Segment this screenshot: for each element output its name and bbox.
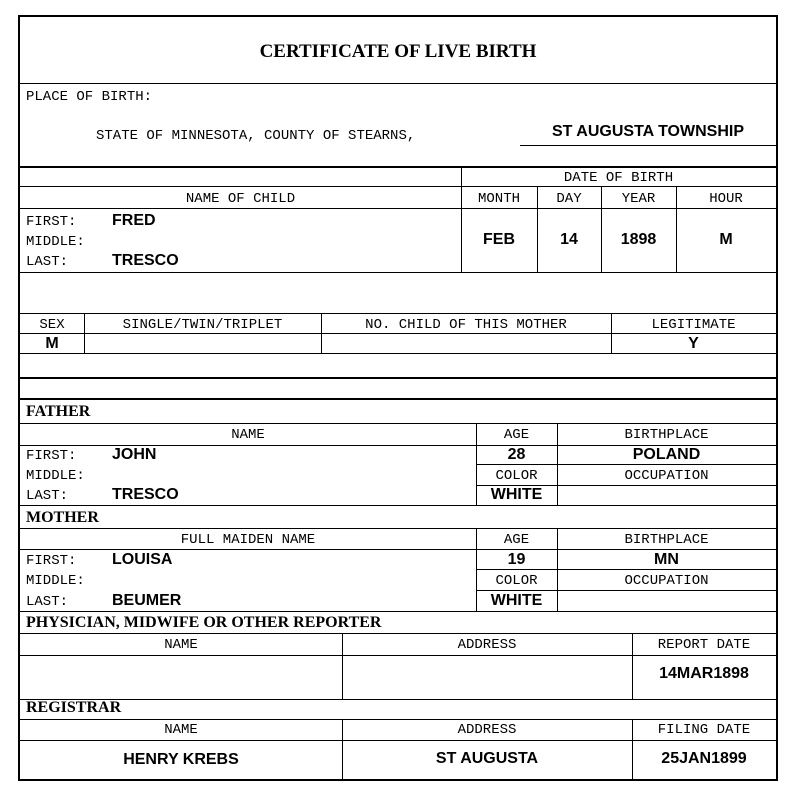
birth-day-value: 14 <box>560 231 578 248</box>
divider <box>20 549 776 550</box>
legitimate-value: Y <box>688 335 699 352</box>
sex-label: SEX <box>39 317 65 333</box>
divider <box>20 398 776 400</box>
divider <box>20 83 776 84</box>
birth-month-value: FEB <box>483 231 515 248</box>
divider <box>20 353 776 354</box>
child-last-value: TRESCO <box>112 252 179 269</box>
father-last-label: LAST: <box>26 488 69 504</box>
registrar-name-value: HENRY KREBS <box>123 751 239 768</box>
divider <box>20 719 776 720</box>
filing-date-value: 25JAN1899 <box>661 750 747 767</box>
plurality-label: SINGLE/TWIN/TRIPLET <box>122 317 283 333</box>
physician-section-label: PHYSICIAN, MIDWIFE OR OTHER REPORTER <box>26 614 382 631</box>
mother-color-label: COLOR <box>495 573 538 589</box>
mother-occupation-label: OCCUPATION <box>624 573 709 589</box>
father-age-value: 28 <box>507 446 526 463</box>
physician-address-label: ADDRESS <box>457 637 517 653</box>
child-first-value: FRED <box>112 212 156 229</box>
divider <box>20 333 776 334</box>
registrar-section-label: REGISTRAR <box>26 699 122 716</box>
certificate-title: CERTIFICATE OF LIVE BIRTH <box>259 41 537 62</box>
state-county-text: STATE OF MINNESOTA, COUNTY OF STEARNS, <box>96 128 416 144</box>
divider <box>20 505 776 506</box>
father-occupation-label: OCCUPATION <box>624 468 709 484</box>
report-date-value: 14MAR1898 <box>659 665 749 682</box>
divider <box>476 464 776 465</box>
divider <box>20 423 776 424</box>
birth-year-value: 1898 <box>620 231 657 248</box>
registrar-address-value: ST AUGUSTA <box>435 750 539 767</box>
legitimate-label: LEGITIMATE <box>651 317 736 333</box>
township-underline <box>520 145 776 146</box>
divider <box>20 186 776 187</box>
father-age-label: AGE <box>503 427 530 443</box>
mother-color-value: WHITE <box>490 592 543 609</box>
registrar-name-label: NAME <box>164 722 198 738</box>
month-label: MONTH <box>477 191 520 207</box>
child-last-label: LAST: <box>26 254 69 270</box>
divider <box>20 655 776 656</box>
mother-section-label: MOTHER <box>26 509 99 526</box>
divider <box>476 590 776 591</box>
mother-age-value: 19 <box>507 551 526 568</box>
registrar-address-label: ADDRESS <box>457 722 517 738</box>
day-label: DAY <box>556 191 582 207</box>
filing-date-label: FILING DATE <box>657 722 751 738</box>
child-number-label: NO. CHILD OF THIS MOTHER <box>365 317 567 333</box>
father-middle-label: MIDDLE: <box>26 468 85 484</box>
divider <box>20 272 776 273</box>
mother-first-value: LOUISA <box>112 551 173 568</box>
mother-last-value: BEUMER <box>112 592 182 609</box>
father-name-header: NAME <box>231 427 265 443</box>
father-first-label: FIRST: <box>26 448 77 464</box>
child-first-label: FIRST: <box>26 214 77 230</box>
mother-middle-label: MIDDLE: <box>26 573 85 589</box>
child-name-header: NAME OF CHILD <box>185 191 296 207</box>
physician-name-label: NAME <box>164 637 198 653</box>
mother-first-label: FIRST: <box>26 553 77 569</box>
father-birthplace-value: POLAND <box>632 446 701 463</box>
birth-hour-value: M <box>719 231 733 248</box>
divider <box>20 633 776 634</box>
divider <box>20 313 776 314</box>
father-birthplace-label: BIRTHPLACE <box>624 427 709 443</box>
divider <box>20 208 776 209</box>
divider <box>476 569 776 570</box>
date-of-birth-header: DATE OF BIRTH <box>563 170 674 186</box>
township-value: ST AUGUSTA TOWNSHIP <box>552 123 744 140</box>
father-section-label: FATHER <box>26 403 91 420</box>
mother-name-header: FULL MAIDEN NAME <box>180 532 316 548</box>
divider <box>20 611 776 612</box>
divider <box>20 166 776 168</box>
mother-age-label: AGE <box>503 532 530 548</box>
mother-last-label: LAST: <box>26 594 69 610</box>
divider <box>20 377 776 379</box>
divider <box>20 528 776 529</box>
hour-label: HOUR <box>709 191 743 207</box>
father-color-label: COLOR <box>495 468 538 484</box>
mother-birthplace-value: MN <box>654 551 679 568</box>
father-color-value: WHITE <box>490 486 543 503</box>
divider <box>20 699 776 700</box>
father-last-value: TRESCO <box>112 486 179 503</box>
father-first-value: JOHN <box>112 446 157 463</box>
place-of-birth-label: PLACE OF BIRTH: <box>26 89 153 105</box>
mother-birthplace-label: BIRTHPLACE <box>624 532 709 548</box>
divider <box>20 740 776 741</box>
child-middle-label: MIDDLE: <box>26 234 85 250</box>
birth-certificate <box>18 15 778 781</box>
report-date-label: REPORT DATE <box>657 637 751 653</box>
sex-value: M <box>45 335 59 352</box>
year-label: YEAR <box>621 191 656 207</box>
